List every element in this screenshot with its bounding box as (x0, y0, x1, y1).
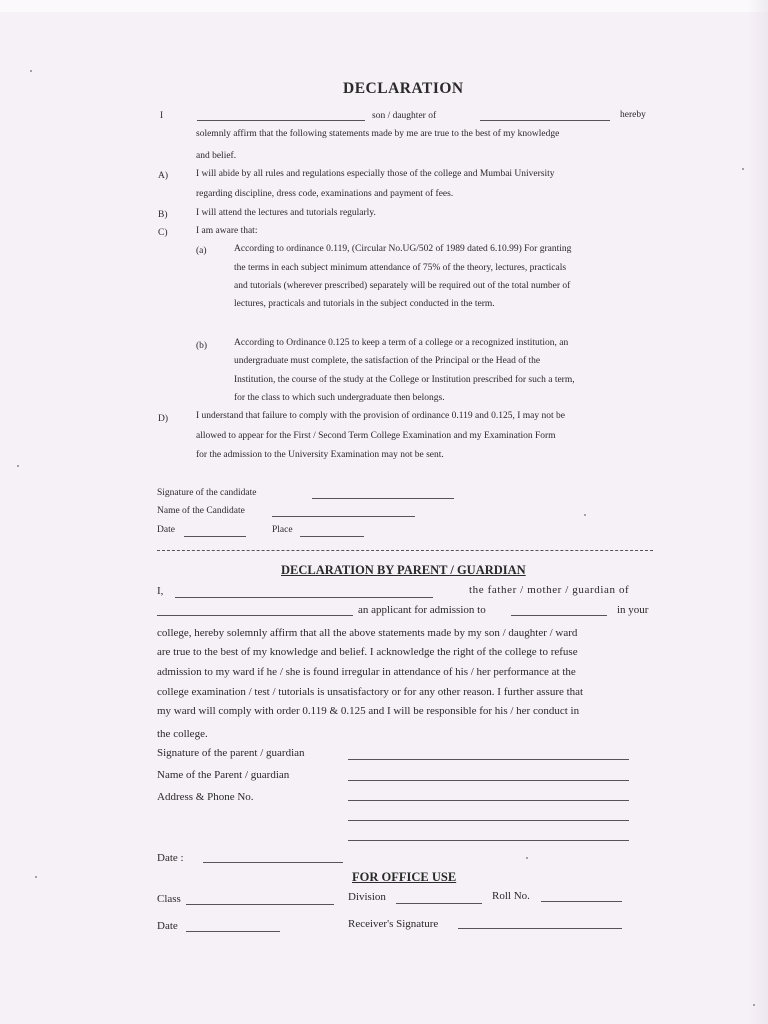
address-phone-label: Address & Phone No. (157, 791, 254, 803)
office-receiver-label: Receiver's Signature (348, 918, 439, 930)
item-d-line-2: allowed to appear for the First / Second Term College Examination and my Examination Form (196, 431, 556, 441)
office-roll-field[interactable] (541, 901, 622, 902)
scan-top-edge (0, 0, 768, 12)
candidate-date-label: Date (157, 525, 175, 535)
intro-marker: I (160, 111, 164, 121)
office-roll-label: Roll No. (492, 890, 530, 902)
item-c-a-line-3: and tutorials (wherever prescribed) separately will be required out of the total number of (234, 281, 571, 291)
item-c-line-1: I am aware that: (196, 226, 258, 236)
item-c-b-line-3: Institution, the course of the study at the College or Institution prescribed for such a term, (234, 375, 575, 385)
item-d-line-3: for the admission to the University Examination may not be sent. (196, 450, 444, 460)
father-mother-text: the father / mother / guardian of (469, 584, 630, 596)
parent-paragraph-4: college examination / test / tutorials is unsatisfactory or for any other reason. I further assure that (157, 686, 584, 698)
item-c-b-line-1: According to Ordinance 0.125 to keep a term of a college or a recognized institution, an (234, 338, 569, 348)
scan-right-edge (748, 0, 768, 1024)
office-receiver-signature-field[interactable] (458, 928, 622, 929)
item-c-a-line-1: According to ordinance 0.119, (Circular No.UG/502 of 1989 dated 6.10.99) For granting (234, 244, 572, 254)
item-c-b-line-2: undergraduate must complete, the satisfaction of the Principal or the Head of the (234, 356, 541, 366)
scan-speck (584, 514, 586, 516)
candidate-place-field[interactable] (300, 536, 364, 537)
hereby-text: hereby (620, 110, 646, 120)
scan-speck (30, 70, 32, 72)
parent-signature-label: Signature of the parent / guardian (157, 747, 305, 759)
parent-name-blank[interactable] (175, 597, 433, 598)
parent-date-field[interactable] (203, 862, 343, 863)
candidate-name-label: Name of the Candidate (157, 506, 245, 516)
scan-speck (753, 1004, 755, 1006)
scan-speck (17, 465, 19, 467)
parent-paragraph-1: college, hereby solemnly affirm that all the above statements made by my son / daughter / ward (157, 627, 578, 639)
office-class-label: Class (157, 893, 181, 905)
office-date-label: Date (157, 920, 178, 932)
parent-paragraph-5: my ward will comply with order 0.119 & 0.125 and I will be responsible for his / her conduct in (157, 705, 580, 717)
admission-class-blank[interactable] (511, 615, 607, 616)
candidate-place-label: Place (272, 525, 293, 535)
applicant-text: an applicant for admission to (358, 604, 486, 616)
son-daughter-text: son / daughter of (372, 111, 437, 121)
office-division-field[interactable] (396, 903, 482, 904)
item-c-a-marker: (a) (196, 246, 207, 256)
office-date-field[interactable] (186, 931, 280, 932)
scan-speck (742, 168, 744, 170)
office-division-label: Division (348, 891, 386, 903)
parent-declaration-heading: DECLARATION BY PARENT / GUARDIAN (281, 563, 526, 577)
scan-speck (35, 876, 37, 878)
student-name-blank[interactable] (197, 120, 365, 121)
parent-name-blank[interactable] (480, 120, 610, 121)
candidate-signature-field[interactable] (312, 498, 454, 499)
item-a-marker: A) (158, 171, 169, 181)
item-b-line-1: I will attend the lectures and tutorials regularly. (196, 208, 376, 218)
candidate-signature-label: Signature of the candidate (157, 488, 257, 498)
parent-signature-field[interactable] (348, 759, 629, 760)
item-c-b-line-4: for the class to which such undergraduate then belongs. (234, 393, 445, 403)
intro-line-3: and belief. (196, 151, 237, 161)
item-c-a-line-2: the terms in each subject minimum attendance of 75% of the theory, lectures, practicals (234, 263, 567, 273)
section-divider (157, 550, 653, 551)
office-class-field[interactable] (186, 904, 334, 905)
item-d-marker: D) (158, 414, 169, 424)
item-a-line-1: I will abide by all rules and regulations especially those of the college and Mumbai University (196, 169, 555, 179)
item-a-line-2: regarding discipline, dress code, examinations and payment of fees. (196, 189, 454, 199)
address-line-2[interactable] (348, 820, 629, 821)
item-b-marker: B) (158, 210, 168, 220)
candidate-name-field[interactable] (272, 516, 415, 517)
applicant-name-blank[interactable] (157, 615, 353, 616)
office-use-heading: FOR OFFICE USE (352, 870, 457, 884)
parent-name-label: Name of the Parent / guardian (157, 769, 290, 781)
item-c-b-marker: (b) (196, 341, 208, 351)
candidate-date-field[interactable] (184, 536, 246, 537)
intro-line-2: solemnly affirm that the following statements made by me are true to the best of my knowledge (196, 129, 560, 139)
page-title: DECLARATION (343, 80, 464, 97)
parent-paragraph-3: admission to my ward if he / she is found irregular in attendance of his / her performance at the (157, 666, 576, 678)
in-your-text: in your (617, 604, 649, 616)
parent-paragraph-2: are true to the best of my knowledge and belief. I acknowledge the right of the college to refuse (157, 646, 578, 658)
item-c-marker: C) (158, 228, 168, 238)
parent-date-label: Date : (157, 852, 184, 864)
parent-paragraph-6: the college. (157, 728, 208, 740)
parent-name-field[interactable] (348, 780, 629, 781)
address-line-3[interactable] (348, 840, 629, 841)
scan-speck (526, 857, 528, 859)
item-c-a-line-4: lectures, practicals and tutorials in the subject conducted in the term. (234, 299, 495, 309)
address-line-1[interactable] (348, 800, 629, 801)
item-d-line-1: I understand that failure to comply with the provision of ordinance 0.119 and 0.125, I may not be (196, 411, 566, 421)
parent-i-label: I, (157, 585, 164, 597)
